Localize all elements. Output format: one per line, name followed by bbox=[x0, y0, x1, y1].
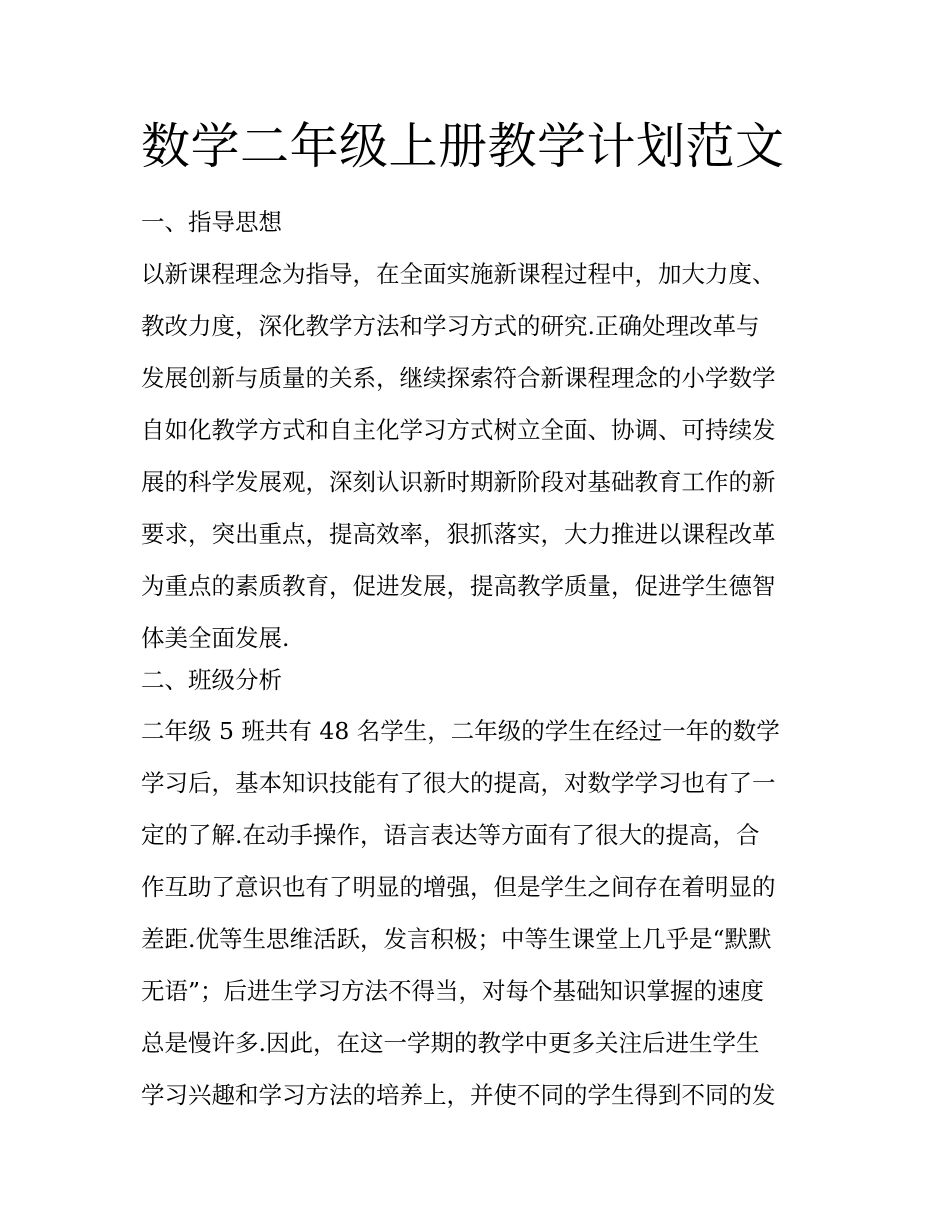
section-heading: 二、班级分析 bbox=[141, 666, 282, 694]
paragraph-line: 定的了解.在动手操作，语言表达等方面有了很大的提高，合 bbox=[141, 821, 760, 849]
paragraph-line: 自如化教学方式和自主化学习方式树立全面、协调、可持续发 bbox=[141, 416, 776, 444]
paragraph-line: 二年级 5 班共有 48 名学生，二年级的学生在经过一年的数学 bbox=[141, 717, 780, 745]
paragraph-line: 学习兴趣和学习方法的培养上，并使不同的学生得到不同的发 bbox=[141, 1081, 776, 1109]
paragraph-line: 为重点的素质教育，促进发展，提高教学质量，促进学生德智 bbox=[141, 572, 776, 600]
paragraph-line: 体美全面发展. bbox=[141, 624, 290, 652]
paragraph-line: 无语”；后进生学习方法不得当，对每个基础知识掌握的速度 bbox=[141, 977, 765, 1005]
paragraph-line: 以新课程理念为指导，在全面实施新课程过程中，加大力度、 bbox=[141, 260, 776, 288]
document-title: 数学二年级上册教学计划范文 bbox=[141, 118, 785, 175]
paragraph-line: 作互助了意识也有了明显的增强，但是学生之间存在着明显的 bbox=[141, 873, 776, 901]
paragraph-line: 差距.优等生思维活跃，发言积极；中等生课堂上几乎是“默默 bbox=[141, 925, 772, 953]
paragraph-line: 教改力度，深化教学方法和学习方式的研究.正确处理改革与 bbox=[141, 312, 760, 340]
paragraph-line: 发展创新与质量的关系，继续探索符合新课程理念的小学数学 bbox=[141, 364, 776, 392]
paragraph-line: 展的科学发展观，深刻认识新时期新阶段对基础教育工作的新 bbox=[141, 468, 776, 496]
paragraph-line: 学习后，基本知识技能有了很大的提高，对数学学习也有了一 bbox=[141, 769, 776, 797]
section-heading: 一、指导思想 bbox=[141, 208, 282, 236]
paragraph-line: 要求，突出重点，提高效率，狠抓落实，大力推进以课程改革 bbox=[141, 520, 776, 548]
paragraph-line: 总是慢许多.因此，在这一学期的教学中更多关注后进生学生 bbox=[141, 1029, 760, 1057]
